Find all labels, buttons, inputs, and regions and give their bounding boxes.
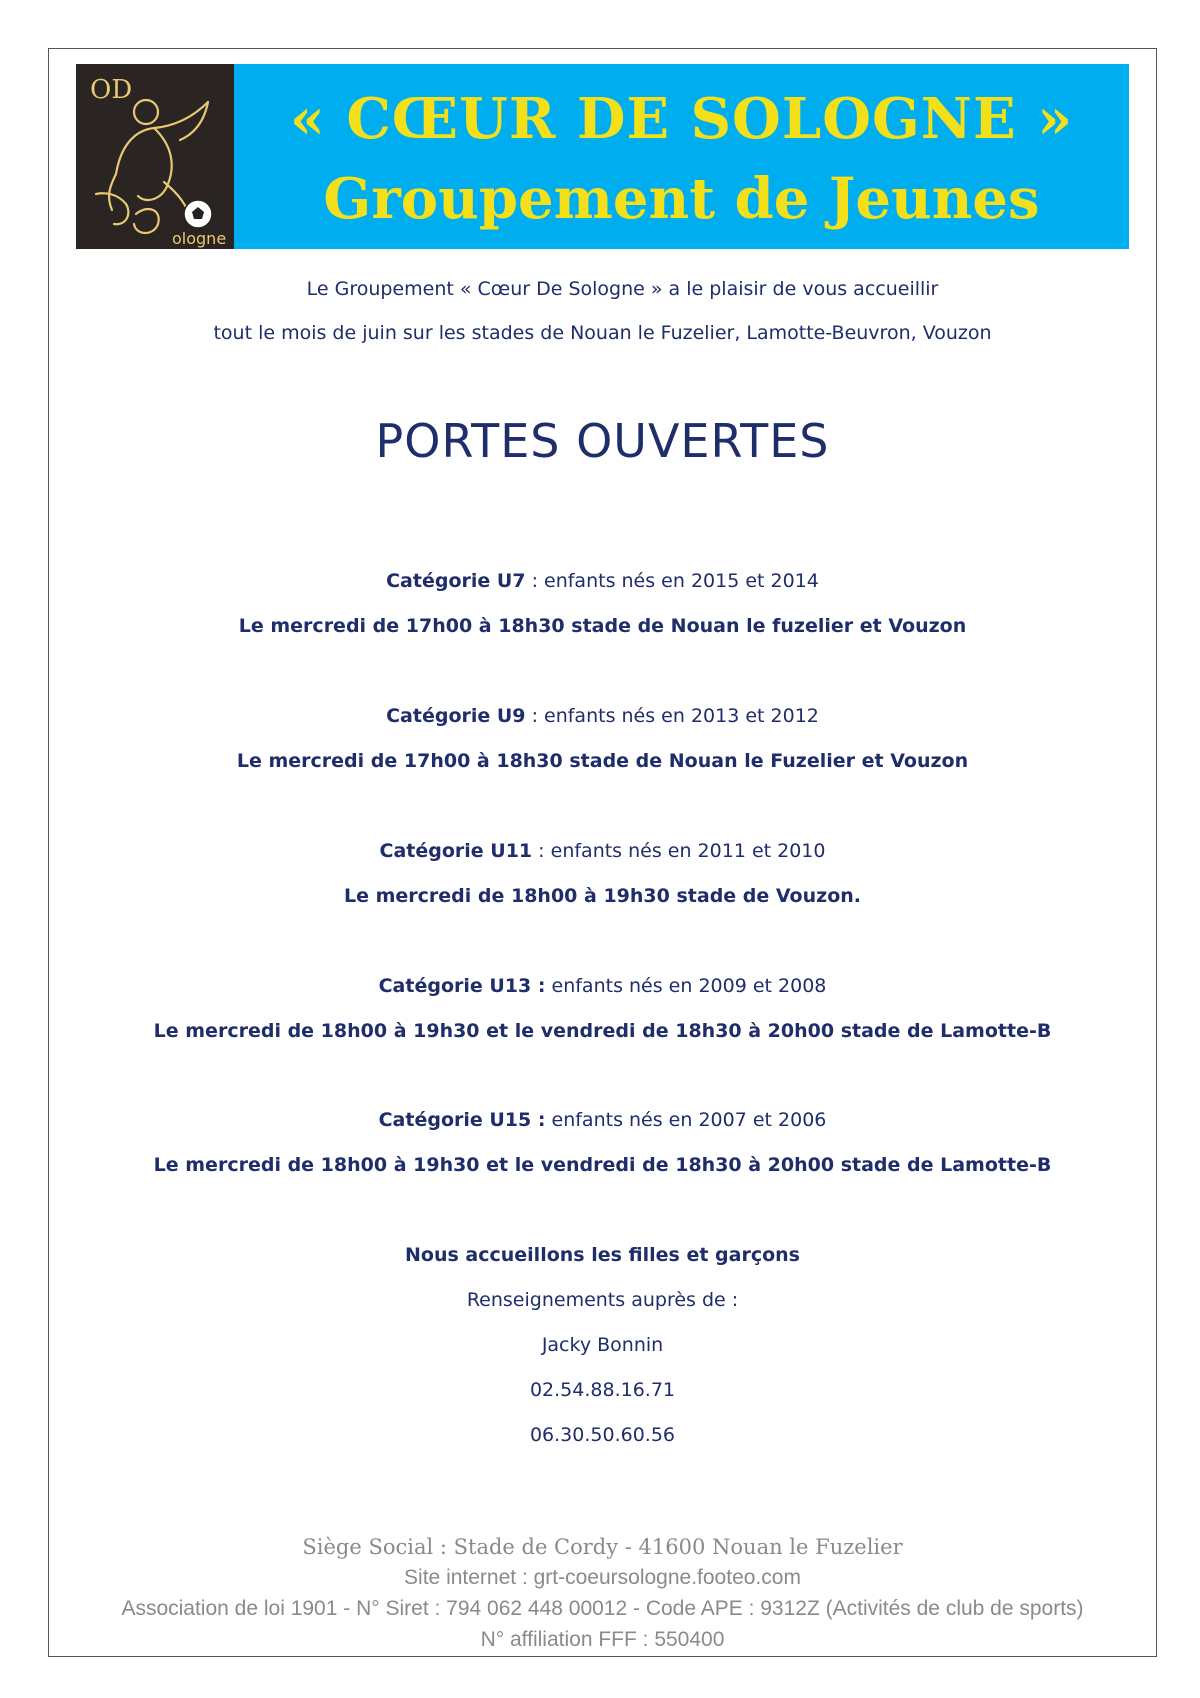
page-title: PORTES OUVERTES [375, 414, 830, 468]
welcome-text: Nous accueillons les filles et garçons [405, 1244, 800, 1266]
footballer-logo-icon [76, 64, 234, 249]
footer-website: Site internet : grt-coeursologne.footeo.com [404, 1566, 801, 1589]
contact-intro: Renseignements auprès de : [466, 1289, 739, 1311]
category-u15-desc: enfants nés en 2007 et 2006 [551, 1109, 827, 1131]
category-u15-label: Catégorie U15 : [378, 1109, 546, 1131]
logo-text-top: OD [90, 75, 133, 105]
category-u11-label: Catégorie U11 [379, 840, 533, 862]
category-u11-line [48, 840, 1157, 862]
logo-text-bottom: ologne [172, 229, 227, 248]
category-u11-desc: enfants nés en 2011 et 2010 [550, 840, 826, 862]
category-u9-desc: enfants nés en 2013 et 2012 [544, 705, 819, 727]
footer-association: Association de loi 1901 - N° Siret : 794 062 448 00012 - Code APE : 9312Z (Activités de club de sports) [121, 1597, 1084, 1620]
contact-phone-1: 02.54.88.16.71 [529, 1379, 676, 1401]
banner-title [234, 64, 1129, 249]
category-u7-label: Catégorie U7 [386, 570, 526, 592]
intro-line1: Le Groupement « Cœur De Sologne » a le plaisir de vous accueillir [306, 278, 939, 300]
category-u11-separator: : [532, 840, 551, 862]
category-u9-schedule: Le mercredi de 17h00 à 18h30 stade de Nouan le Fuzelier et Vouzon [236, 750, 969, 772]
category-u13-label: Catégorie U13 : [378, 975, 546, 997]
category-u7-line [48, 570, 1157, 592]
category-u11-schedule: Le mercredi de 18h00 à 19h30 stade de Vouzon. [343, 885, 861, 907]
category-u13-line [48, 975, 1157, 997]
category-u7-separator: : [525, 570, 545, 592]
footer-affiliation: N° affiliation FFF : 550400 [480, 1628, 725, 1651]
category-u7-schedule: Le mercredi de 17h00 à 18h30 stade de Nouan le fuzelier et Vouzon [238, 615, 967, 637]
category-u9-label: Catégorie U9 [386, 705, 526, 727]
contact-name: Jacky Bonnin [541, 1334, 664, 1356]
banner-title-line1: « CŒUR DE SOLOGNE » [289, 86, 1074, 152]
footer-address: Siège Social : Stade de Cordy - 41600 Nouan le Fuzelier [302, 1535, 903, 1559]
category-u9-separator: : [525, 705, 545, 727]
contact-phone-2: 06.30.50.60.56 [529, 1424, 676, 1446]
category-u15-line [48, 1109, 1157, 1131]
category-u13-desc: enfants nés en 2009 et 2008 [551, 975, 827, 997]
category-u13-schedule: Le mercredi de 18h00 à 19h30 et le vendredi de 18h30 à 20h00 stade de Lamotte-B [153, 1020, 1052, 1042]
category-u9-line [48, 705, 1157, 727]
banner-title-line2: Groupement de Jeunes [323, 166, 1040, 232]
category-u7-desc: enfants nés en 2015 et 2014 [544, 570, 819, 592]
club-logo [76, 64, 234, 249]
intro-line2: tout le mois de juin sur les stades de Nouan le Fuzelier, Lamotte-Beuvron, Vouzon [213, 322, 992, 344]
category-u15-schedule: Le mercredi de 18h00 à 19h30 et le vendredi de 18h30 à 20h00 stade de Lamotte-B [153, 1154, 1052, 1176]
